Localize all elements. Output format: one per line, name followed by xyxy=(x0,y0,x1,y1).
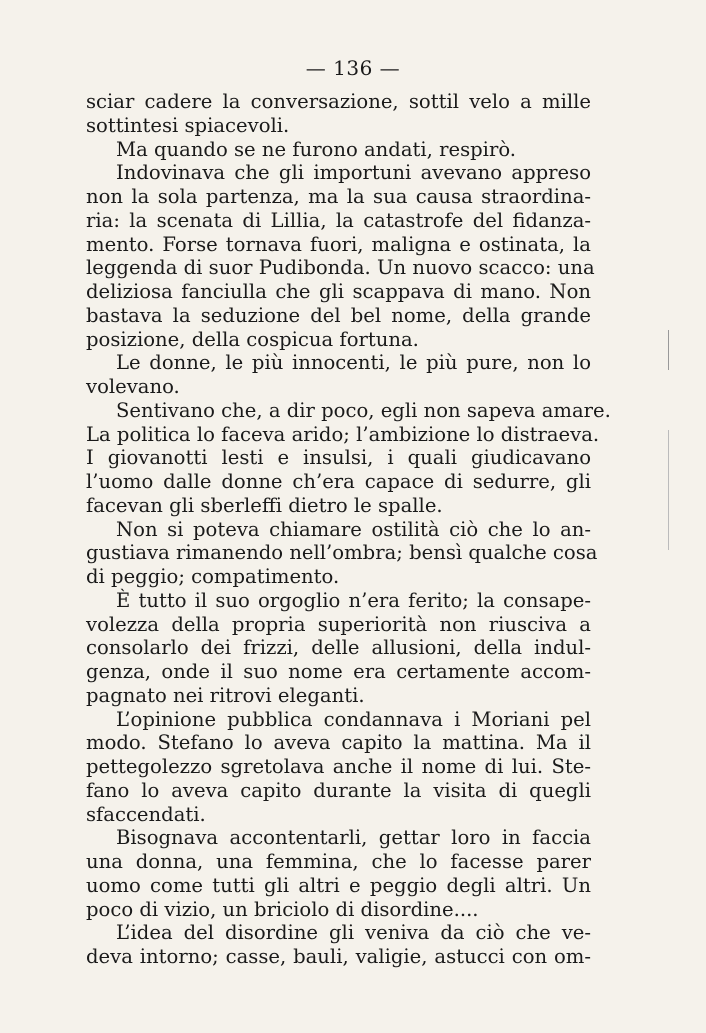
text-line: ria: la scenata di Lillia, la catastrofe del fidanza- xyxy=(86,208,591,232)
text-line: leggenda di suor Pudibonda. Un nuovo scacco: una xyxy=(86,256,595,280)
text-line: mento. Forse tornava fuori, maligna e ostinata, la xyxy=(86,232,591,256)
text-line: fano lo aveva capito durante la visita di quegli xyxy=(86,778,591,802)
text-line: pettegolezzo sgretolava anche il nome di lui. Ste- xyxy=(86,755,591,778)
body-text xyxy=(86,90,611,969)
text-line: facevan gli sberleffi dietro le spalle. xyxy=(86,493,443,517)
text-line: non la sola partenza, ma la sua causa straordina- xyxy=(86,185,591,208)
margin-mark xyxy=(668,330,669,370)
page-number: — 136 — xyxy=(305,56,401,80)
text-line: di peggio; compatimento. xyxy=(86,565,340,588)
text-line: sfaccendati. xyxy=(86,802,206,826)
text-line: volevano. xyxy=(86,375,180,398)
text-line: bastava la seduzione del bel nome, della grande xyxy=(86,303,591,327)
text-line: I giovanotti lesti e insulsi, i quali giudicavano xyxy=(86,446,591,470)
text-line: volezza della propria superiorità non riusciva a xyxy=(86,612,591,636)
text-line: posizione, della cospicua fortuna. xyxy=(86,327,419,351)
text-line: gustiava rimanendo nell’ombra; bensì qualche cosa xyxy=(86,541,598,565)
text-line: l’uomo dalle donne ch’era capace di sedurre, gli xyxy=(86,470,591,493)
text-line: una donna, una femmina, che lo facesse parer xyxy=(86,850,591,873)
text-line: deva intorno; casse, bauli, valigie, astucci con om- xyxy=(86,945,591,968)
text-line: poco di vizio, un briciolo di disordine.... xyxy=(86,897,479,921)
text-line: L’opinione pubblica condannava i Moriani pel xyxy=(116,707,591,731)
text-line: deliziosa fanciulla che gli scappava di mano. Non xyxy=(86,280,591,303)
text-line: Le donne, le più innocenti, le più pure, non lo xyxy=(116,351,591,375)
text-line: Indovinava che gli importuni avevano appreso xyxy=(116,161,591,185)
margin-mark xyxy=(668,430,669,550)
text-line: La politica lo faceva arido; l’ambizione lo distraeva. xyxy=(86,422,600,446)
text-line: pagnato nei ritrovi eleganti. xyxy=(86,683,365,707)
text-line: sottintesi spiacevoli. xyxy=(86,113,290,137)
text-line: Sentivano che, a dir poco, egli non sapeva amare. xyxy=(116,398,611,422)
text-line: genza, onde il suo nome era certamente accom- xyxy=(86,660,591,683)
text-line: L’idea del disordine gli veniva da ciò che ve- xyxy=(116,921,591,945)
text-line: uomo come tutti gli altri e peggio degli altri. Un xyxy=(86,873,591,897)
text-line: consolarlo dei frizzi, delle allusioni, della indul- xyxy=(86,636,591,660)
text-line: È tutto il suo orgoglio n’era ferito; la consape- xyxy=(116,588,591,612)
text-line: Bisognava accontentarli, gettar loro in faccia xyxy=(116,826,591,850)
text-line: Non si poteva chiamare ostilità ciò che lo an- xyxy=(116,517,591,541)
text-line: modo. Stefano lo aveva capito la mattina. Ma il xyxy=(86,731,591,755)
text-line: sciar cadere la conversazione, sottil velo a mille xyxy=(86,90,591,113)
text-line: Ma quando se ne furono andati, respirò. xyxy=(116,137,516,161)
